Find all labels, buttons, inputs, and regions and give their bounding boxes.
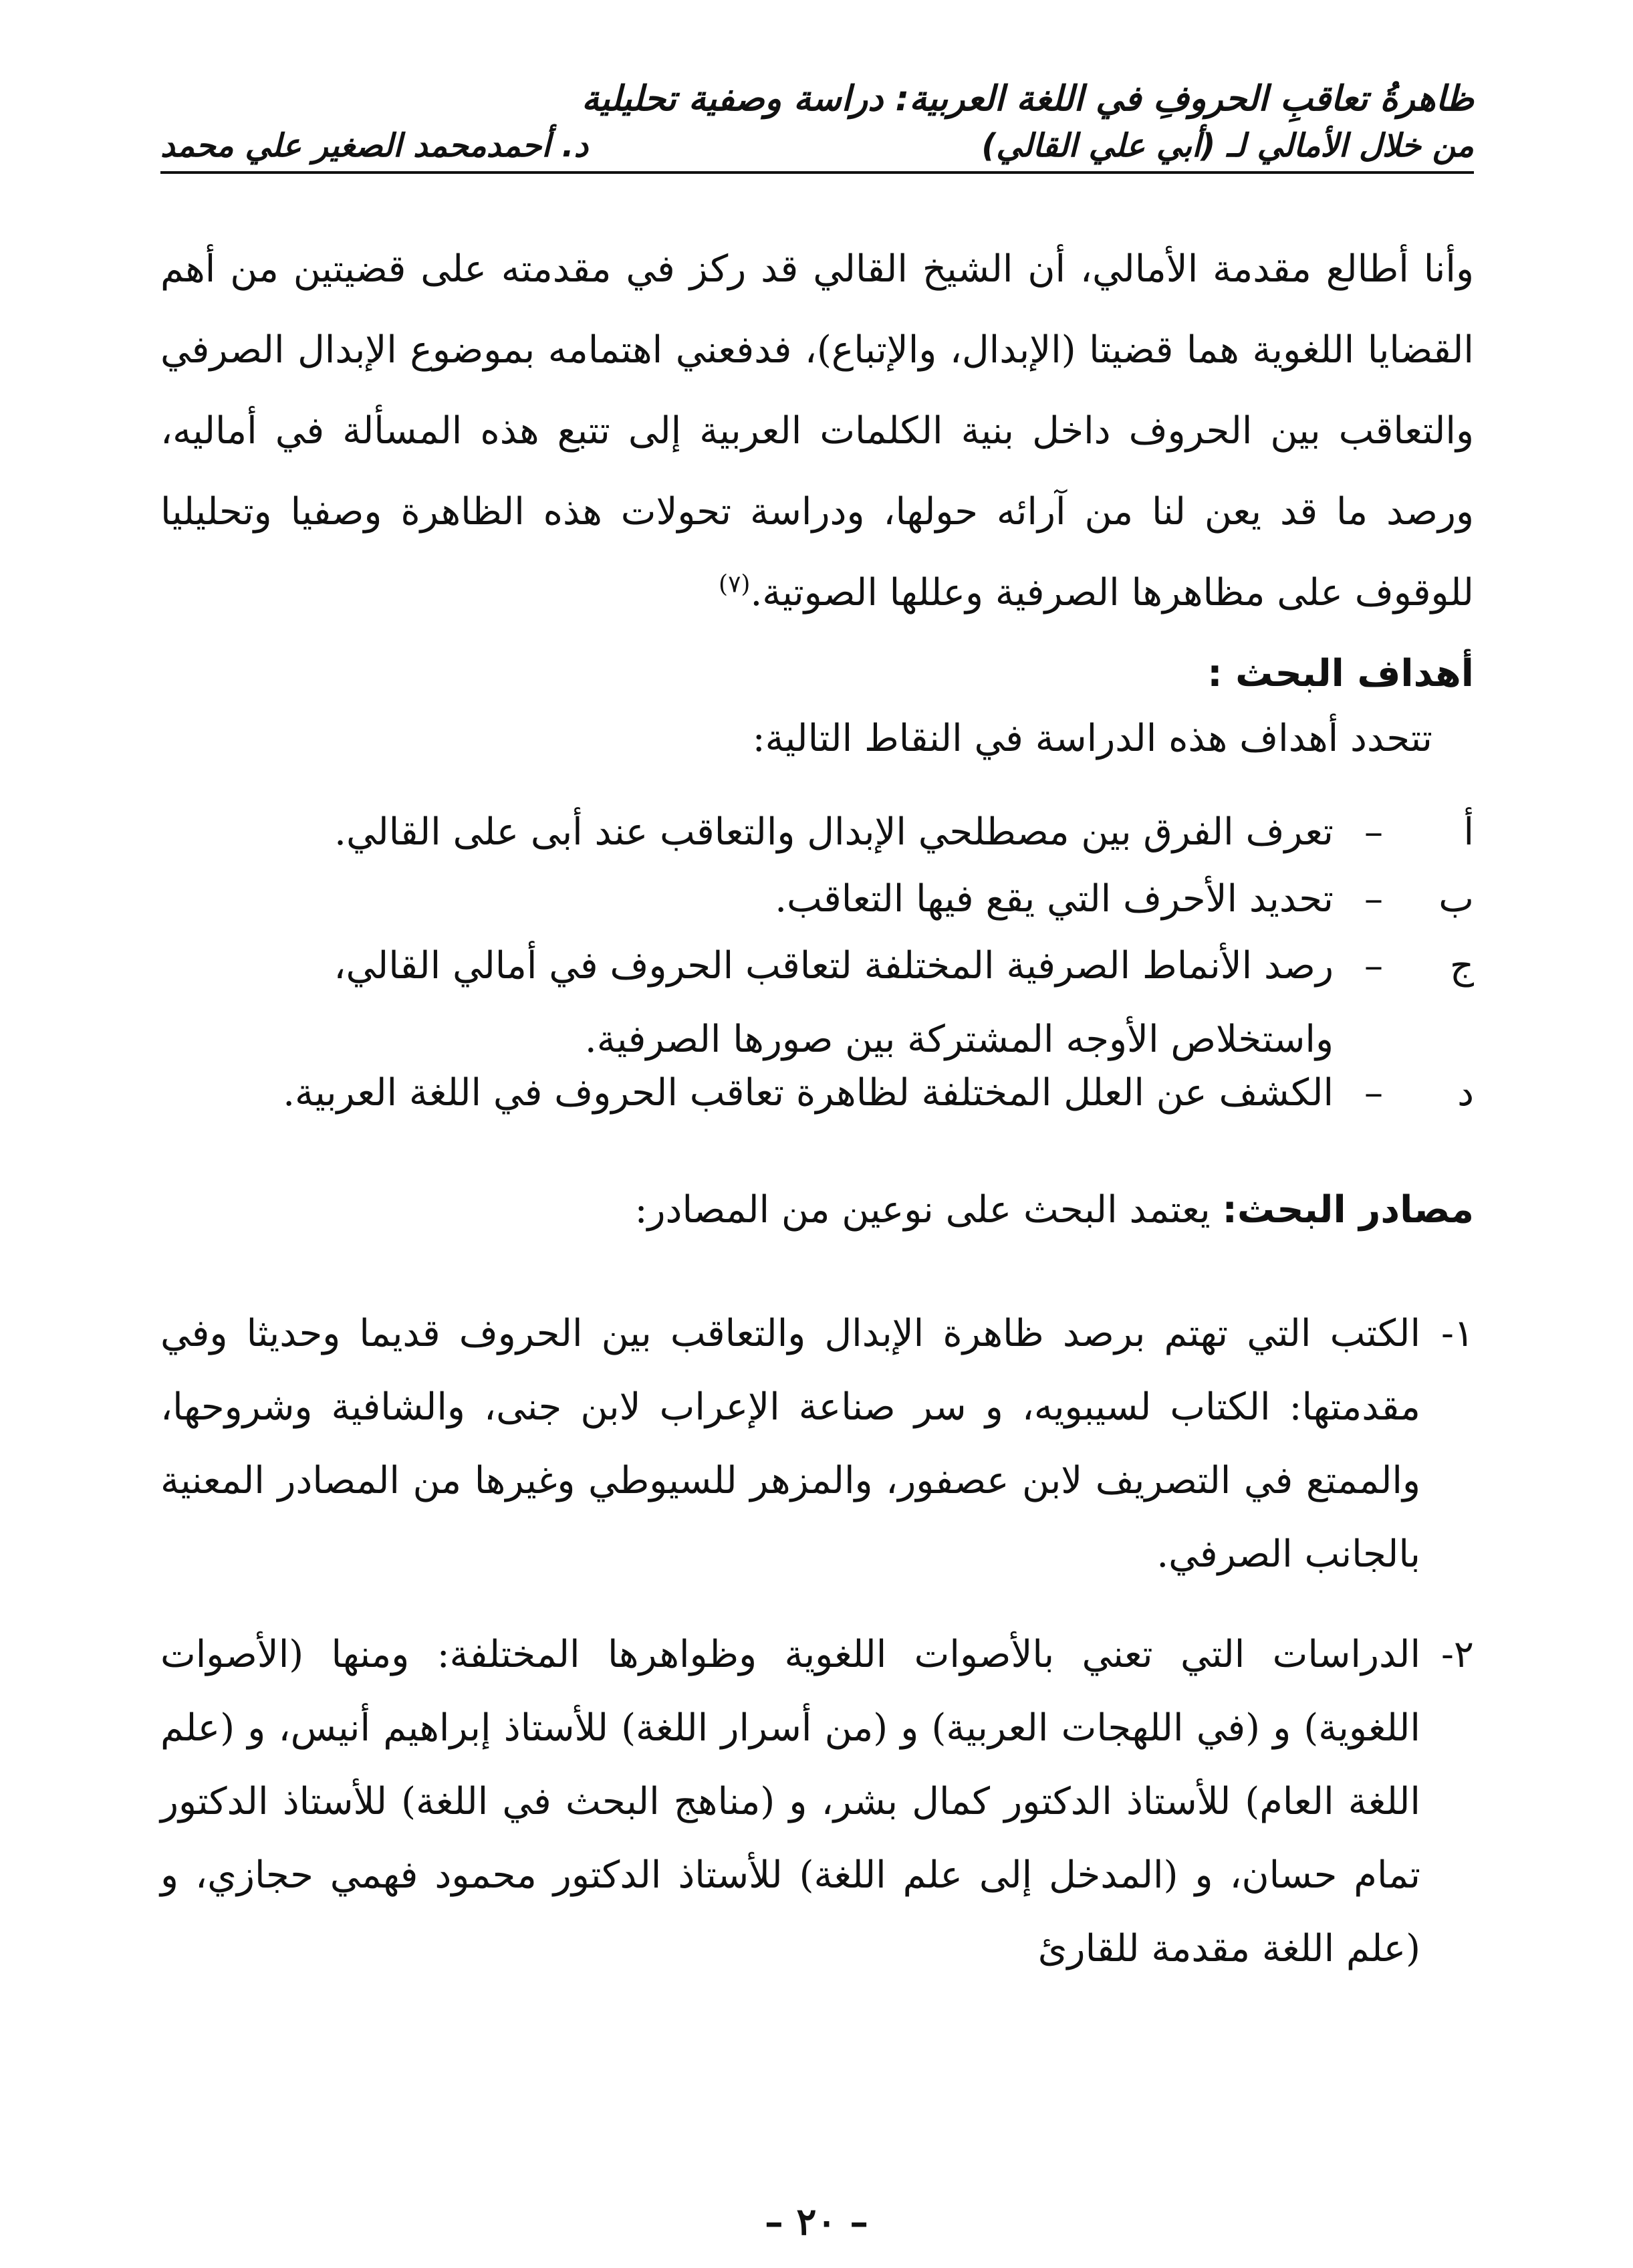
footnote-marker: (٧) — [719, 570, 751, 598]
page-number: – ٢٠ – — [764, 2200, 869, 2244]
goal-text: تعرف الفرق بين مصطلحي الإبدال والتعاقب عند أبى على القالي. — [334, 810, 1334, 854]
goal-text: تحديد الأحرف التي يقع فيها التعاقب. — [775, 877, 1334, 921]
header-subtitle: من خلال الأمالي لـ (أبي علي القالي) — [981, 127, 1474, 164]
goal-letter: ب — [1438, 877, 1474, 921]
goal-letter: ج — [1449, 944, 1474, 988]
sources-heading: مصادر البحث: — [1222, 1188, 1474, 1232]
source-text: الدراسات التي تعني بالأصوات اللغوية وظواهرها المختلفة: ومنها (الأصوات اللغوية) و (في اللهجات العربية) و (من أسرار اللغة) للأستاذ إبراهيم أنيس، و (علم اللغة العام) للأستاذ الدكتور كمال بشر، و (مناهج البحث في اللغة) للأستاذ الدكتور تمام حسان، و (المدخل إلى علم اللغة) للأستاذ الدكتور محمود فهمي حجازي، و (علم اللغة مقدمة للقارئ — [160, 1633, 1420, 1970]
source-number: ١- — [1441, 1312, 1474, 1355]
header-meta — [160, 123, 1474, 174]
goal-dash: – — [1364, 944, 1383, 988]
source-number: ٢- — [1441, 1633, 1474, 1676]
source-item — [160, 1297, 1474, 1591]
goal-text: رصد الأنماط الصرفية المختلفة لتعاقب الحروف في أمالي القالي، واستخلاص الأوجه المشتركة بين صورها الصرفية. — [334, 944, 1334, 1061]
goal-item — [160, 929, 1474, 1076]
sources-intro: يعتمد البحث على نوعين من المصادر: — [634, 1188, 1211, 1232]
sources-intro-line — [635, 1177, 1474, 1244]
goal-text: الكشف عن العلل المختلفة لظاهرة تعاقب الحروف في اللغة العربية. — [283, 1071, 1334, 1115]
header-title: ظاهرةُ تعاقبِ الحروفِ في اللغة العربية: دراسة وصفية تحليلية — [582, 79, 1474, 119]
goal-item — [160, 1056, 1474, 1130]
goal-item — [160, 863, 1474, 936]
goals-intro: تتحدد أهداف هذه الدراسة في النقاط التالية: — [752, 717, 1432, 760]
goal-dash: – — [1364, 877, 1383, 921]
goal-dash: – — [1364, 810, 1383, 854]
source-item — [160, 1618, 1474, 1986]
goal-letter: أ — [1463, 810, 1474, 854]
intro-paragraph — [160, 229, 1474, 633]
goal-letter: د — [1457, 1071, 1474, 1115]
running-header — [160, 75, 1474, 174]
source-text: الكتب التي تهتم برصد ظاهرة الإبدال والتعاقب بين الحروف قديما وحديثا وفي مقدمتها: الكتاب لسيبويه، و سر صناعة الإعراب لابن جنى، والشافية وشروحها، والممتع في التصريف لابن عصفور، والمزهر للسيوطي وغيرها من المصادر المعنية بالجانب الصرفي. — [160, 1312, 1420, 1576]
header-author: د. أحمدمحمد الصغير علي محمد — [160, 127, 588, 164]
goals-heading: أهداف البحث : — [1207, 652, 1474, 695]
goal-dash: – — [1364, 1071, 1383, 1115]
goal-item — [160, 796, 1474, 869]
intro-text: وأنا أطالع مقدمة الأمالي، أن الشيخ القالي قد ركز في مقدمته على قضيتين من أهم القضايا اللغوية هما قضيتا (الإبدال، والإتباع)، فدفعني اهتمامه بموضوع الإبدال الصرفي والتعاقب بين الحروف داخل بنية الكلمات العربية إلى تتبع هذه المسألة في أماليه، ورصد ما قد يعن لنا من آرائه حولها، ودراسة تحولات هذه الظاهرة وصفيا وتحليليا للوقوف على مظاهرها الصرفية وعللها الصوتية. — [160, 247, 1474, 614]
